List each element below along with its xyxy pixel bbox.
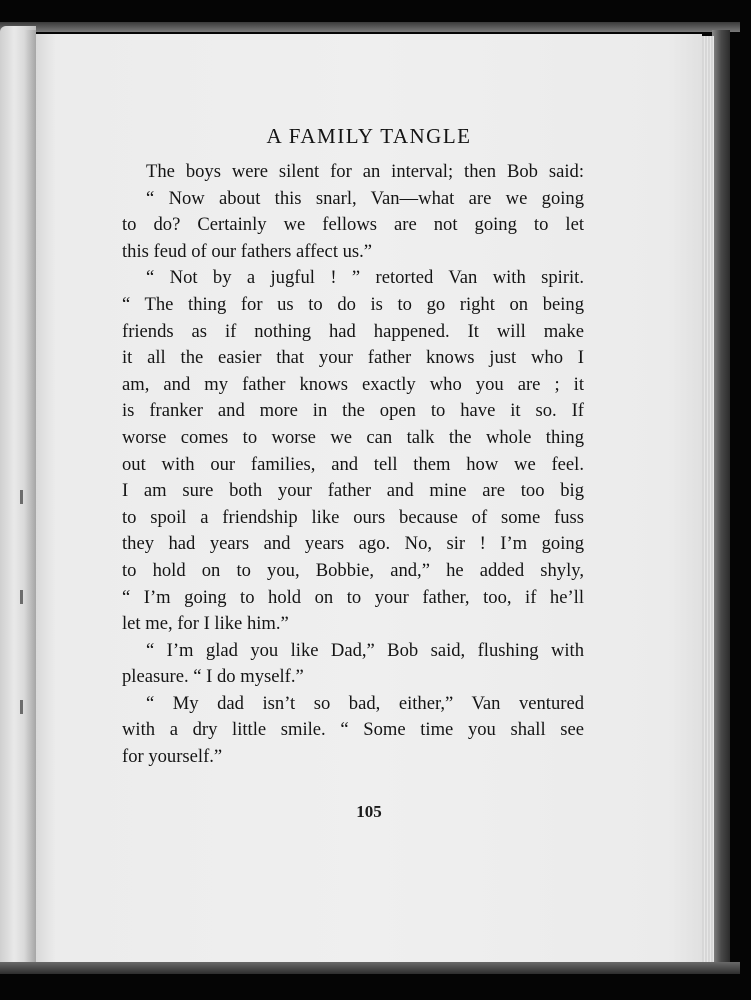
text-line: worse comes to worse we can talk the whole thing [122, 426, 584, 448]
text-line: “ Now about this snarl, Van—what are we going [146, 187, 584, 209]
text-line: “ I’m glad you like Dad,” Bob said, flushing with [146, 639, 584, 661]
text-line: let me, for I like him.” [122, 613, 289, 635]
book-cover-right-edge [712, 30, 730, 970]
text-line: out with our families, and tell them how we feel. [122, 453, 584, 475]
text-line: to do? Certainly we fellows are not going to let [122, 214, 584, 236]
text-line: “ Not by a jugful ! ” retorted Van with spirit. [146, 267, 584, 289]
body-text [122, 159, 584, 771]
text-line: am, and my father knows exactly who you are ; it [122, 373, 584, 395]
page-stack-edge [700, 36, 714, 964]
text-line: this feud of our fathers affect us.” [122, 240, 373, 262]
text-line: is franker and more in the open to have it so. If [122, 400, 584, 422]
text-line: to hold on to you, Bobbie, and,” he added shyly, [122, 559, 584, 581]
text-line: for yourself.” [122, 746, 223, 768]
text-line: to spoil a friendship like ours because of some fuss [122, 506, 584, 528]
text-line: it all the easier that your father knows just who I [122, 347, 584, 369]
text-line: with a dry little smile. “ Some time you shall see [122, 719, 584, 741]
page-number: 105 [356, 802, 382, 821]
text-line: “ My dad isn’t so bad, either,” Van ventured [146, 692, 584, 714]
text-line: The boys were silent for an interval; then Bob said: [146, 161, 584, 182]
book-cover-top-edge [0, 22, 740, 32]
running-head: A FAMILY TANGLE [266, 124, 472, 148]
text-line: friends as if nothing had happened. It will make [122, 320, 584, 342]
text-line: I am sure both your father and mine are too big [122, 480, 584, 502]
text-line: “ I’m going to hold on to your father, too, if he’ll [122, 586, 584, 608]
text-line: they had years and years ago. No, sir ! I’m going [122, 533, 584, 555]
binding-stitch-marks [20, 490, 26, 720]
text-line: “ The thing for us to do is to go right on being [122, 293, 584, 315]
text-line: pleasure. “ I do myself.” [122, 666, 304, 688]
book-cover-bottom-edge [0, 962, 740, 974]
